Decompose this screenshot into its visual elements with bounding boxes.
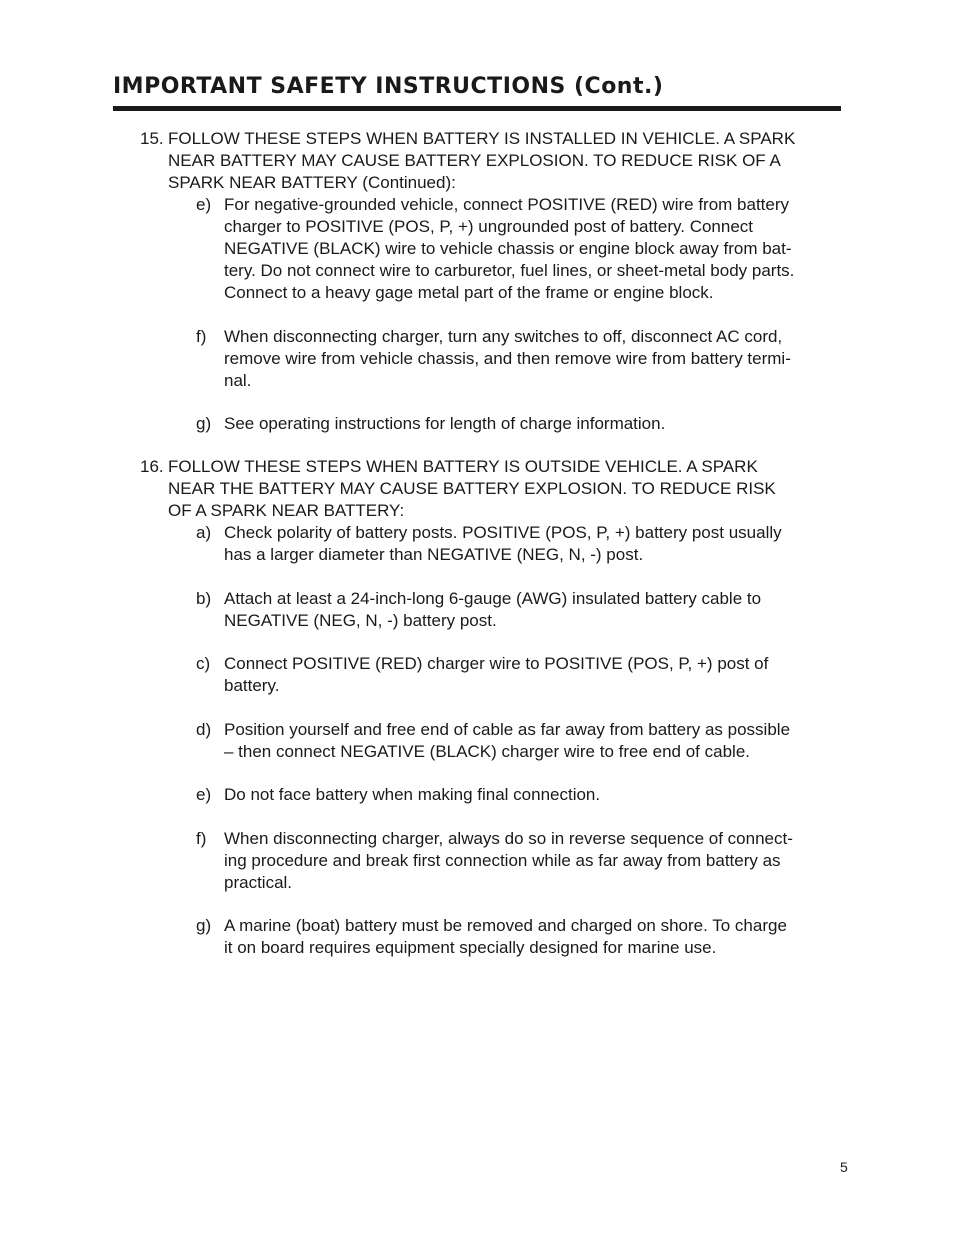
step-line: Attach at least a 24-inch-long 6-gauge (AWG) insulated battery cable to — [224, 589, 762, 608]
instruction-15-heading — [0, 128, 954, 194]
step-line: NEGATIVE (BLACK) wire to vehicle chassis or engine block away from bat- — [224, 239, 792, 258]
step-line: charger to POSITIVE (POS, P, +) ungrounded post of battery. Connect — [224, 217, 754, 236]
step-line: A marine (boat) battery must be removed and charged on shore. To charge — [224, 916, 787, 935]
step-16c — [0, 653, 954, 697]
step-16d — [0, 719, 954, 763]
heading-line: FOLLOW THESE STEPS WHEN BATTERY IS OUTSIDE VEHICLE. A SPARK — [168, 457, 758, 476]
page-number: 5 — [840, 1159, 848, 1175]
step-16e — [0, 784, 954, 806]
step-line: practical. — [224, 873, 293, 892]
step-line: See operating instructions for length of charge information. — [224, 414, 666, 433]
step-line: Connect POSITIVE (RED) charger wire to POSITIVE (POS, P, +) post of — [224, 654, 769, 673]
step-line: NEGATIVE (NEG, N, -) battery post. — [224, 611, 497, 630]
step-line: When disconnecting charger, always do so in reverse sequence of connect- — [224, 829, 793, 848]
step-line: ing procedure and break first connection while as far away from battery as — [224, 851, 781, 870]
step-15f — [0, 326, 954, 392]
step-letter: b) — [196, 589, 212, 608]
step-letter: d) — [196, 720, 212, 739]
step-line: tery. Do not connect wire to carburetor, fuel lines, or sheet-metal body parts. — [224, 261, 795, 280]
step-line: has a larger diameter than NEGATIVE (NEG, N, -) post. — [224, 545, 644, 564]
heading-line: NEAR THE BATTERY MAY CAUSE BATTERY EXPLOSION. TO REDUCE RISK — [168, 479, 776, 498]
page-title: IMPORTANT SAFETY INSTRUCTIONS (Cont.) — [113, 74, 664, 99]
step-letter: g) — [196, 414, 212, 433]
step-line: remove wire from vehicle chassis, and then remove wire from battery termi- — [224, 349, 791, 368]
step-line: Do not face battery when making final connection. — [224, 785, 601, 804]
instruction-15 — [0, 128, 954, 435]
heading-line: SPARK NEAR BATTERY (Continued): — [168, 173, 456, 192]
step-line: it on board requires equipment specially designed for marine use. — [224, 938, 717, 957]
step-16b — [0, 588, 954, 632]
step-line: When disconnecting charger, turn any switches to off, disconnect AC cord, — [224, 327, 783, 346]
heading-line: NEAR BATTERY MAY CAUSE BATTERY EXPLOSION. TO REDUCE RISK OF A — [168, 151, 781, 170]
heading-line: FOLLOW THESE STEPS WHEN BATTERY IS INSTALLED IN VEHICLE. A SPARK — [168, 129, 796, 148]
step-letter: f) — [196, 327, 207, 346]
step-letter: a) — [196, 523, 212, 542]
step-letter: c) — [196, 654, 211, 673]
instruction-number: 15. — [140, 129, 164, 148]
step-line: battery. — [224, 676, 280, 695]
step-line: For negative-grounded vehicle, connect POSITIVE (RED) wire from battery — [224, 195, 790, 214]
step-line: Position yourself and free end of cable as far away from battery as possible — [224, 720, 791, 739]
instruction-number: 16. — [140, 457, 164, 476]
heading-line: OF A SPARK NEAR BATTERY: — [168, 501, 405, 520]
step-letter: e) — [196, 195, 212, 214]
instruction-16-heading — [0, 456, 954, 522]
step-16f — [0, 828, 954, 894]
step-line: Connect to a heavy gage metal part of the frame or engine block. — [224, 283, 714, 302]
step-16g — [0, 915, 954, 959]
step-16a — [0, 522, 954, 566]
step-letter: f) — [196, 829, 207, 848]
title-underline — [113, 106, 841, 111]
step-15g — [0, 413, 954, 435]
instruction-16 — [0, 456, 954, 959]
step-letter: g) — [196, 916, 212, 935]
step-15e — [0, 194, 954, 304]
step-line: nal. — [224, 371, 252, 390]
step-letter: e) — [196, 785, 212, 804]
step-line: Check polarity of battery posts. POSITIVE (POS, P, +) battery post usually — [224, 523, 782, 542]
step-line: – then connect NEGATIVE (BLACK) charger wire to free end of cable. — [224, 742, 750, 761]
